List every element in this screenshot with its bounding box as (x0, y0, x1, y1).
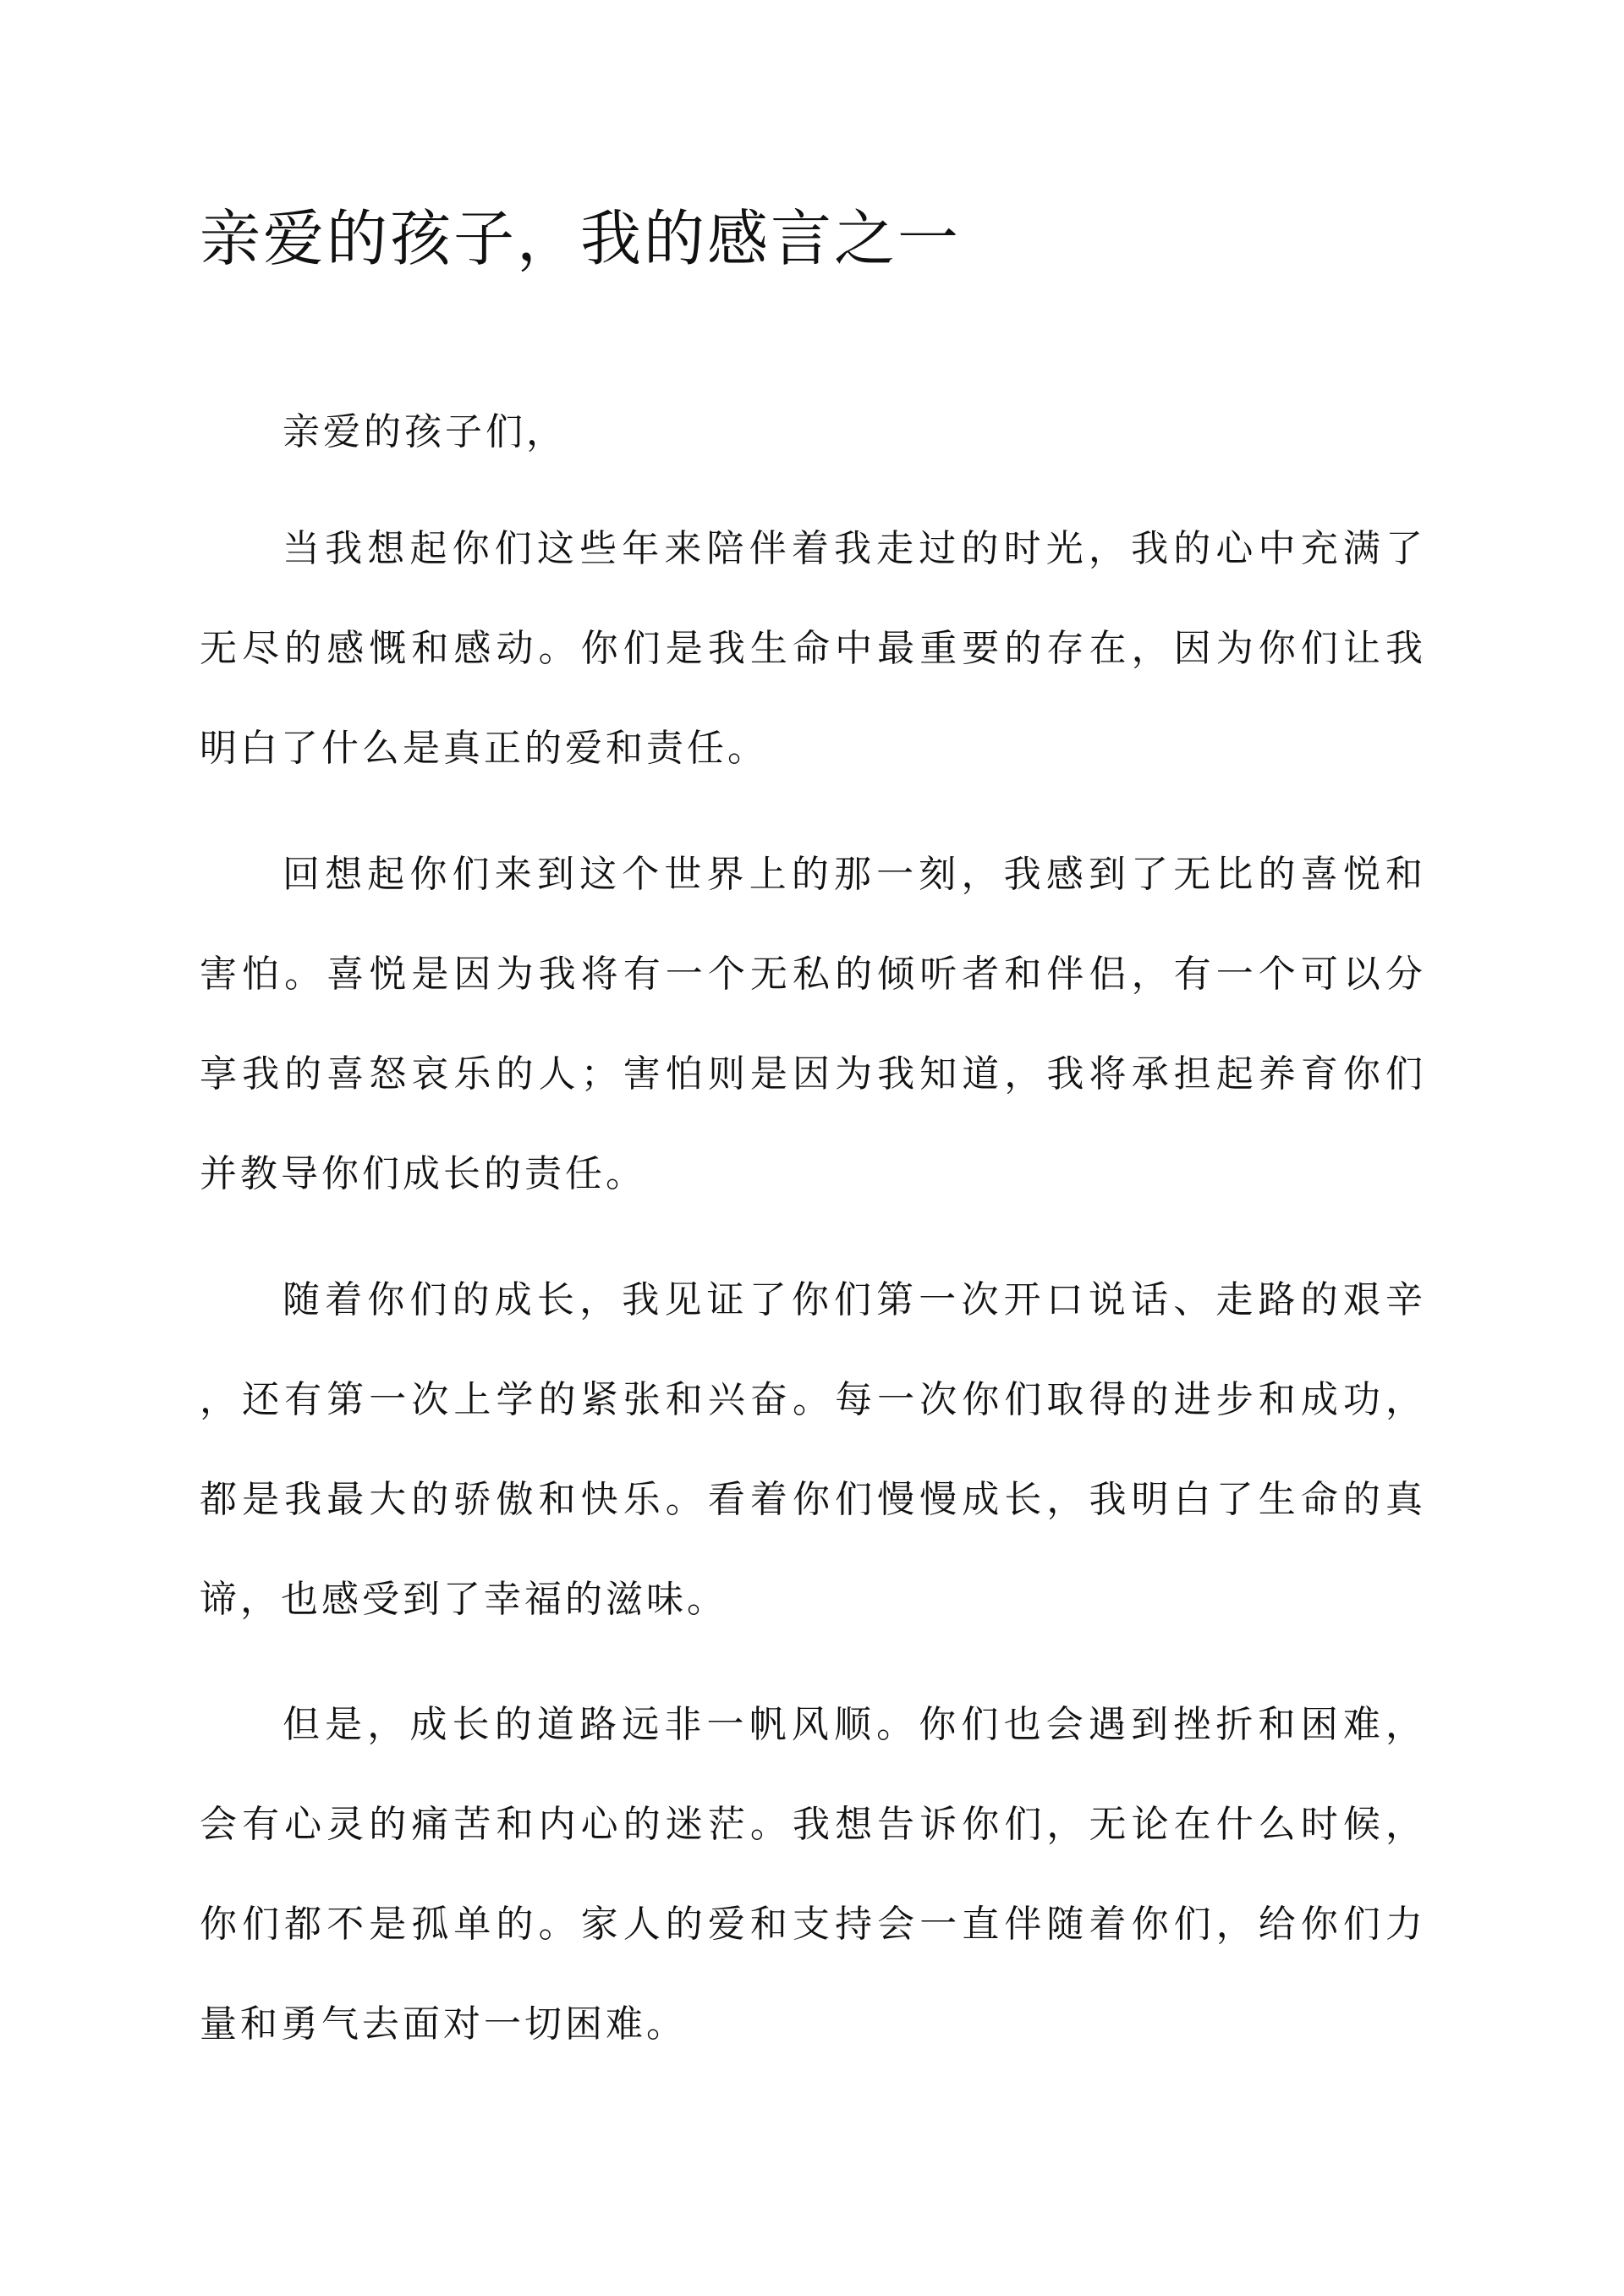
paragraph (200, 1250, 1426, 1650)
paragraph-line: 害怕。喜悦是因为我将有一个无私的倾听者和伴侣，有一个可以分 (200, 953, 1426, 996)
paragraph-line: 你们都不是孤单的。家人的爱和支持会一直伴随着你们，给你们力 (200, 1903, 1426, 1946)
paragraph-line: 当我想起你们这些年来陪伴着我走过的时光，我的心中充满了 (283, 527, 1426, 570)
paragraph-1 (200, 499, 1426, 799)
greeting-block (200, 382, 1426, 482)
paragraph-line: 都是我最大的骄傲和快乐。看着你们慢慢成长，我明白了生命的真 (200, 1478, 1426, 1521)
paragraph-line: 明白了什么是真正的爱和责任。 (200, 727, 768, 770)
paragraph-line: 随着你们的成长，我见证了你们第一次开口说话、走路的艰辛 (283, 1278, 1426, 1321)
paragraph-line: 但是，成长的道路远非一帆风顺。你们也会遇到挫折和困难， (283, 1703, 1426, 1746)
paragraph-line: 会有心灵的痛苦和内心的迷茫。我想告诉你们，无论在什么时候， (200, 1803, 1426, 1846)
paragraph-line: ，还有第一次上学的紧张和兴奋。每一次你们取得的进步和成功， (200, 1378, 1426, 1421)
paragraph-line: 谛，也感受到了幸福的滋味。 (200, 1578, 727, 1621)
paragraph-line: 量和勇气去面对一切困难。 (200, 2002, 687, 2046)
paragraph-line: 享我的喜怒哀乐的人；害怕则是因为我知道，我将承担起养育你们 (200, 1052, 1426, 1096)
paragraph-line: 回想起你们来到这个世界上的那一刻，我感到了无比的喜悦和 (283, 853, 1426, 896)
paragraph-line: 并教导你们成长的责任。 (200, 1152, 646, 1195)
greeting (200, 382, 1426, 482)
paragraph-3 (200, 1250, 1426, 1650)
document-title: 亲爱的孩子，我的感言之一 (200, 203, 962, 274)
paragraph-4 (200, 1675, 1426, 2074)
paragraph (200, 825, 1426, 1224)
paragraph-2 (200, 825, 1426, 1224)
paragraph-line: 无尽的感慨和感动。你们是我生命中最重要的存在，因为你们让我 (200, 627, 1426, 670)
greeting-line: 亲爱的孩子们， (283, 410, 567, 453)
paragraph (200, 499, 1426, 799)
paragraph (200, 1675, 1426, 2074)
